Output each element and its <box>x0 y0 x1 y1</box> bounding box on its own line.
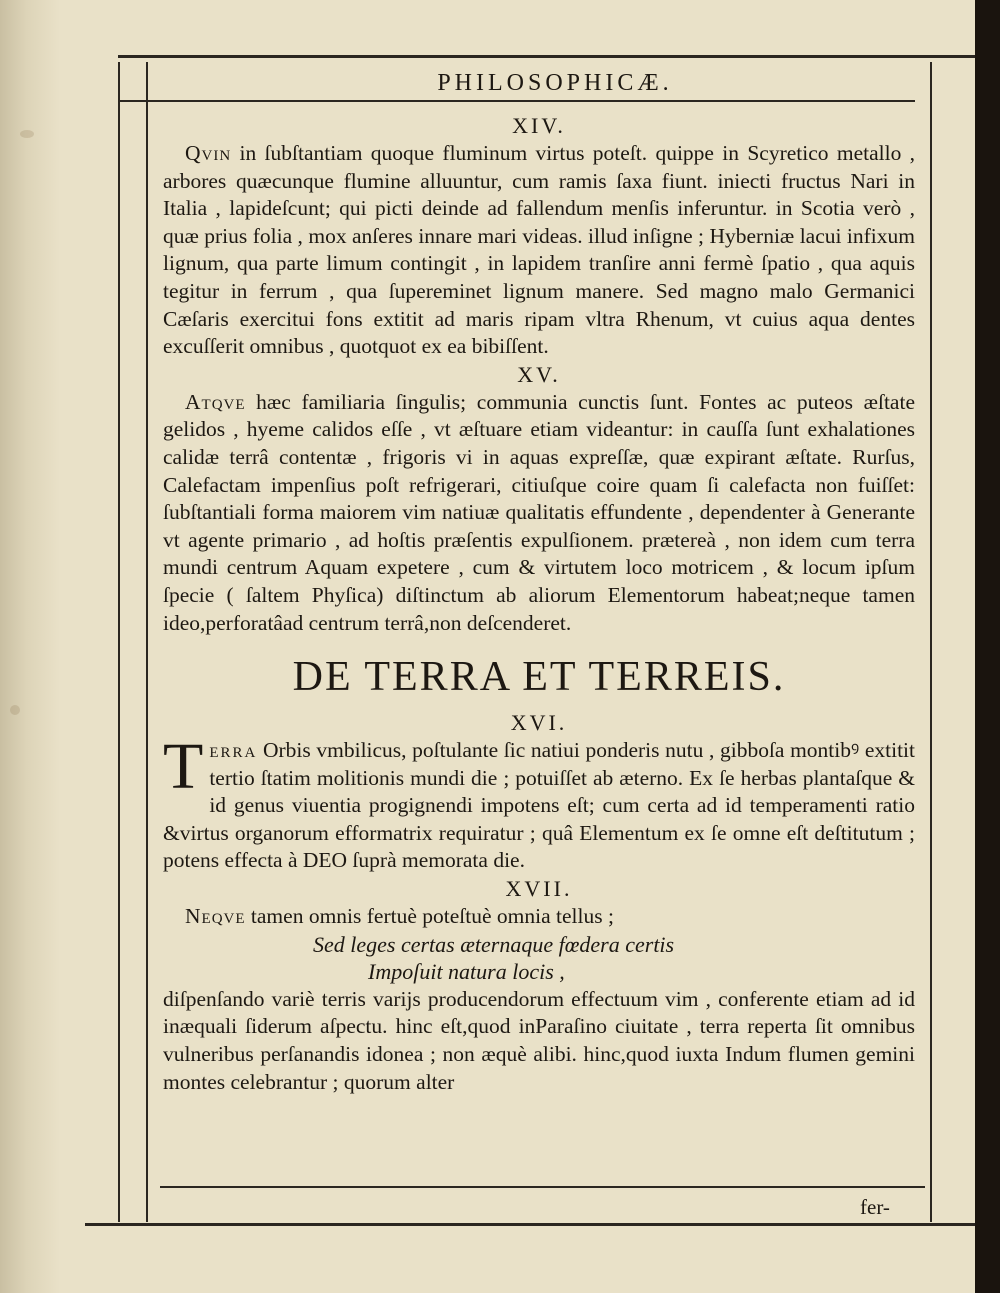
paragraph-17-intro <box>163 903 915 931</box>
margin-rule-right <box>930 62 932 1222</box>
paragraph-text: tamen omnis fertuè poteſtuè omnia tellus ; <box>250 904 614 929</box>
margin-rule-left-outer <box>118 62 120 1222</box>
verse-line: Sed leges certas æternaque fœdera certis <box>313 931 675 957</box>
paragraph-text: hæc familiaria ſingulis; communia cunctis ſunt. Fontes ac puteos æſtate gelidos , hyeme calidos eſſe , vt æſtuare etiam videantur: in cauſſa ſunt exhalationes calidæ terrâ contentæ , frigoris vi in aquas expreſſæ, quæ expirant æſtate. Rurſus, Calefactam impenſius poſt refrigerari, citiuſque coire quam ſi calefacta non fuiſſet: ſubſtantiali forma maiorem vim natiuæ qualitatis effundente , dependenter à Generante vt agente primario , ad hoſtis præſentis expulſionem. prætereà , non idem cum terra mundi centrum Aquam expetere , cum & virtutem loco motricem , & locum ipſum ſpecie ( ſaltem Phyſica) diſtinctum ab aliorum Elementorum habeat;neque tamen ideo,perforatâad centrum terrâ,non deſcenderet. <box>163 389 915 635</box>
section-number: XIV. <box>512 113 566 138</box>
running-head: PHILOSOPHICÆ. <box>437 70 673 96</box>
paper-stain <box>10 705 20 715</box>
opening-word: Atqve <box>185 389 246 414</box>
paragraph-15 <box>163 389 915 637</box>
drop-capital: T <box>163 730 204 804</box>
section-number: XVII. <box>505 876 573 902</box>
opening-word: erra <box>209 738 258 763</box>
book-edge <box>975 0 1000 1293</box>
catchword: fer- <box>860 1195 890 1219</box>
header-rule <box>118 55 975 58</box>
verse-line: Impoſuit natura locis , <box>368 959 565 985</box>
page-gutter <box>0 0 60 1293</box>
section-number: XVI. <box>510 710 568 736</box>
footer-rule <box>160 1186 925 1188</box>
footer-rule <box>85 1223 975 1226</box>
header-rule <box>118 100 915 102</box>
chapter-title: DE TERRA ET TERREIS. <box>292 654 786 701</box>
margin-rule-left-inner <box>146 62 148 1222</box>
opening-word: Neqve <box>185 904 246 929</box>
paper-stain <box>20 130 34 138</box>
paragraph-text: Orbis vmbilicus, poſtulante ſic natiui ponderis nutu , gibboſa montibꝰ extitit tertio ſtatim molitionis mundi die ; potuiſſet ab æterno. Ex ſe herbas plantaſque & id genus viuentia progignendi impotens eſt; cum certa ad id temperamenti ratio &virtus organorum efformatrix requiratur ; quâ Elementum ex ſe omne eſt deſtitutum ; potens effecta à DEO ſuprà memorata die. <box>163 738 916 873</box>
paragraph-14 <box>163 140 915 361</box>
paragraph-text: in ſubſtantiam quoque fluminum virtus poteſt. quippe in Scyretico metallo , arbores quæcunque flumine alluuntur, cum ramis ſaxa fiunt. iniecti fructus Nari in Italia , lapideſcunt; qui picti deinde ad fallendum menſis inferuntur. in Scotia verò , quæ prius folia , mox anſeres innare mari videas. illud inſigne ; Hyberniæ lacui infixum lignum, qua parte limum contingit , in lapidem tranſire anni fermè ſpatio , qua aquis tegitur in ferrum , qua ſupereminet lignum manere. Sed magno malo Germanici Cæſaris exercitui fons extitit ad maris ripam vltra Rhenum, vt cuius aqua dentes excuſſerit omnibus , quotquot ex ea bibiſſent. <box>163 141 916 359</box>
section-number: XV. <box>517 361 561 387</box>
paragraph-16 <box>163 730 916 875</box>
opening-word: Qvin <box>185 141 232 165</box>
page-body <box>163 112 915 1096</box>
paragraph-17: diſpenſando variè terris varijs producendorum effectuum vim , conferente etiam ad id inæquali ſiderum aſpectu. hinc eſt,quod inParaſino ciuitate , terra reperta ſit omnibus vulneribus perſanandis idonea ; non æquè alibi. hinc,quod iuxta Indum flumen gemini montes celebrantur ; quorum alter <box>163 986 915 1094</box>
